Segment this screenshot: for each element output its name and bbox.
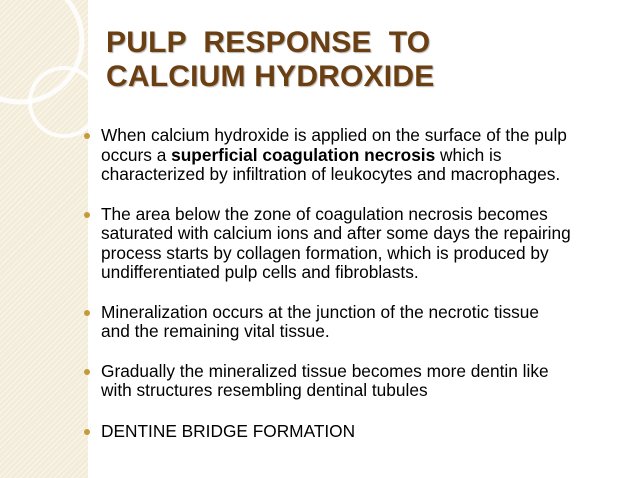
bullet-text: Mineralization occurs at the junction of the necrotic tissue: [101, 301, 540, 322]
bullet-text: When calcium hydroxide is applied on the surface of the pulp: [101, 125, 567, 145]
bullet-text: DENTINE BRIDGE FORMATION: [101, 420, 356, 441]
bullet-text: and the remaining vital tissue.: [101, 321, 330, 341]
bullet-dot-icon: [84, 369, 90, 375]
decorative-side-band: [0, 0, 88, 478]
bullet-line: [101, 244, 634, 264]
bullet-line: [101, 303, 634, 323]
bullet-line: [101, 263, 634, 283]
bullet-line: [101, 146, 634, 166]
slide-title-line-2: CALCIUM HYDROXIDE: [106, 60, 435, 93]
bullet-dot-icon: [84, 429, 90, 435]
decorative-circles: [0, 0, 88, 478]
bullet-text: which is: [435, 144, 502, 165]
bullet-line: [101, 422, 634, 442]
bullet-text: characterized by infiltration of leukocytes and macrophages.: [101, 164, 561, 184]
bullet-dot-icon: [84, 212, 90, 218]
slide-title: [106, 26, 434, 94]
bullet-line: [101, 165, 634, 185]
bullet-line: [101, 322, 634, 342]
bullet-text: Gradually the mineralized tissue becomes more dentin like: [101, 360, 549, 381]
bullet-item: [82, 303, 634, 342]
bullet-list: [82, 126, 634, 441]
bullet-dot-icon: [84, 133, 90, 139]
bullet-text: saturated with calcium ions and after some days the repairing: [101, 223, 571, 243]
bullet-line: [101, 362, 634, 382]
bullet-line: [101, 126, 634, 146]
bullet-dot-icon: [84, 310, 90, 316]
bullet-item: [82, 362, 634, 401]
bullet-emphasis-text: superficial coagulation necrosis: [171, 144, 436, 165]
bullet-line: [101, 381, 634, 401]
bullet-line: [101, 205, 634, 225]
slide-title-line-1: PULP RESPONSE TO: [106, 26, 431, 59]
bullet-text: undifferentiated pulp cells and fibroblasts.: [101, 262, 419, 282]
bullet-text: with structures resembling dentinal tubules: [101, 380, 428, 400]
bullet-item: [82, 422, 634, 442]
decorative-circle-large: [0, 0, 82, 102]
bullet-item: [82, 126, 634, 185]
bullet-text: process starts by collagen formation, which is produced by: [101, 242, 549, 263]
decorative-circle-small: [30, 68, 88, 136]
bullet-text: occurs a: [101, 144, 172, 165]
bullet-item: [82, 205, 634, 283]
bullet-text: The area below the zone of coagulation necrosis becomes: [101, 203, 548, 224]
bullet-line: [101, 224, 634, 244]
